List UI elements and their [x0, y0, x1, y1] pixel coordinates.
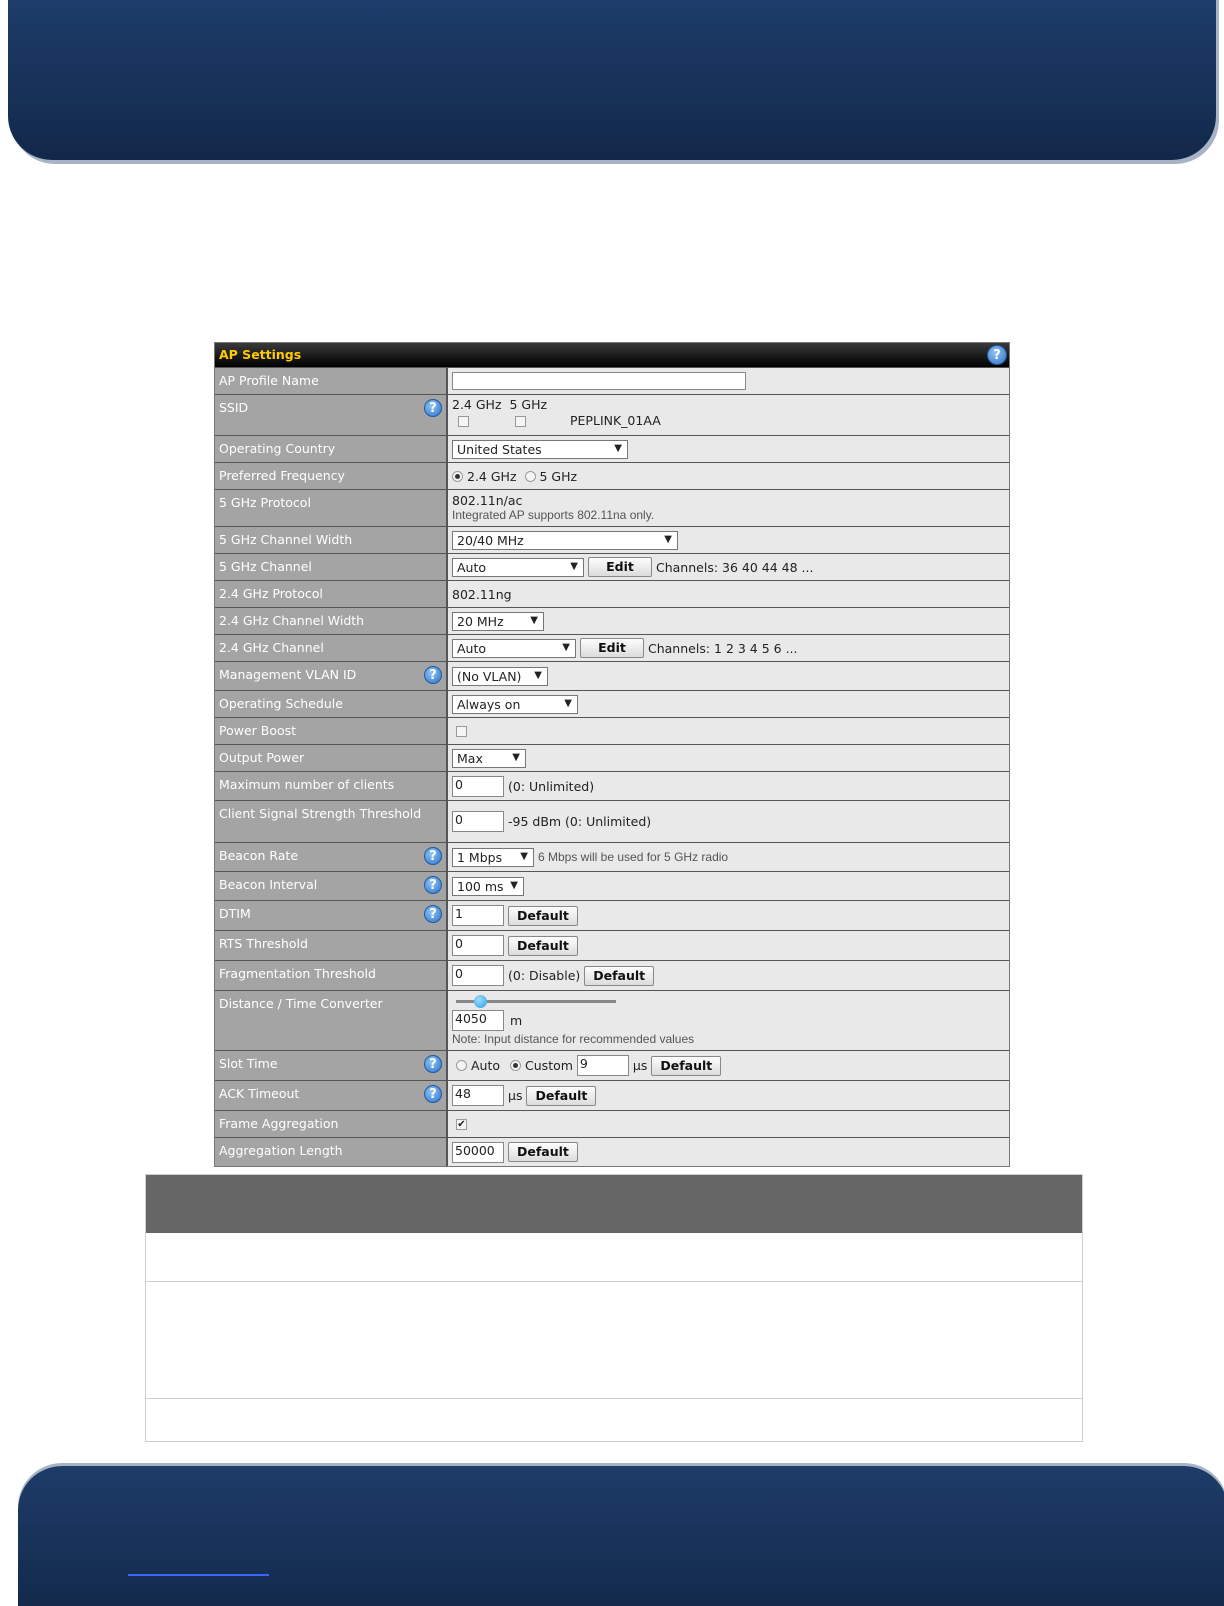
- chevron-down-icon: ▼: [664, 533, 672, 545]
- 24ghz-channel-value: Auto: [457, 640, 487, 656]
- ap-profile-name-input[interactable]: [452, 372, 746, 390]
- label-output-power: Output Power: [215, 745, 448, 771]
- label-5ghz-channel-width: 5 GHz Channel Width: [215, 527, 448, 553]
- label-management-vlan-text: Management VLAN ID: [219, 667, 357, 682]
- row-beacon-rate: [215, 843, 1009, 872]
- label-signal-threshold: Client Signal Strength Threshold: [215, 801, 448, 842]
- chevron-down-icon: ▼: [570, 560, 578, 572]
- row-frame-aggregation: [215, 1111, 1009, 1138]
- chevron-down-icon: ▼: [564, 697, 572, 709]
- slot-time-unit: µs: [632, 1058, 648, 1073]
- chevron-down-icon: ▼: [510, 879, 518, 891]
- footer-banner: [18, 1466, 1224, 1606]
- ack-timeout-unit: µs: [508, 1088, 523, 1103]
- 5ghz-channel-width-value: 20/40 MHz: [457, 532, 524, 548]
- ssid-band-24-label: 2.4 GHz: [452, 397, 502, 412]
- help-icon[interactable]: ?: [424, 1085, 442, 1103]
- fragmentation-input[interactable]: 0: [452, 965, 504, 986]
- chevron-down-icon: ▼: [614, 442, 622, 454]
- label-slot-time-text: Slot Time: [219, 1056, 278, 1071]
- output-power-select[interactable]: [452, 749, 526, 768]
- management-vlan-value: (No VLAN): [457, 668, 522, 684]
- label-power-boost: Power Boost: [215, 718, 448, 744]
- 5ghz-channel-value: Auto: [457, 559, 487, 575]
- dtim-input[interactable]: 1: [452, 905, 504, 926]
- help-icon[interactable]: ?: [424, 666, 442, 684]
- power-boost-checkbox[interactable]: [456, 726, 467, 737]
- label-fragmentation: Fragmentation Threshold: [215, 961, 448, 990]
- label-ack-timeout: [215, 1081, 448, 1110]
- aggregation-length-default-button[interactable]: Default: [508, 1142, 578, 1162]
- fragmentation-default-button[interactable]: Default: [584, 966, 654, 986]
- help-icon[interactable]: ?: [424, 399, 442, 417]
- row-operating-schedule: [215, 691, 1009, 718]
- 24ghz-channel-width-select[interactable]: [452, 612, 544, 631]
- label-max-clients: Maximum number of clients: [215, 772, 448, 800]
- label-dtim-text: DTIM: [219, 906, 251, 921]
- label-dtim: [215, 901, 448, 930]
- output-power-value: Max: [457, 750, 483, 766]
- help-icon[interactable]: ?: [424, 905, 442, 923]
- row-power-boost: [215, 718, 1009, 745]
- row-max-clients: [215, 772, 1009, 801]
- footer-link-underline[interactable]: [128, 1574, 269, 1576]
- label-5ghz-protocol: 5 GHz Protocol: [215, 490, 448, 526]
- ack-timeout-default-button[interactable]: Default: [526, 1086, 596, 1106]
- distance-input[interactable]: 4050: [452, 1010, 504, 1031]
- row-rts-threshold: [215, 931, 1009, 961]
- help-icon[interactable]: ?: [424, 847, 442, 865]
- label-24ghz-channel-width: 2.4 GHz Channel Width: [215, 608, 448, 634]
- operating-schedule-value: Always on: [457, 696, 521, 712]
- label-24ghz-channel: 2.4 GHz Channel: [215, 635, 448, 661]
- ap-settings-panel: [214, 342, 1010, 1167]
- description-table-header: [146, 1175, 1082, 1233]
- help-icon[interactable]: ?: [424, 876, 442, 894]
- 5ghz-channel-width-select[interactable]: [452, 531, 678, 550]
- dtim-default-button[interactable]: Default: [508, 906, 578, 926]
- slot-auto-radio[interactable]: [456, 1060, 467, 1071]
- row-fragmentation: [215, 961, 1009, 991]
- 5ghz-protocol-value: 802.11n/ac: [452, 493, 523, 508]
- row-dtim: [215, 901, 1009, 931]
- freq-24-radio[interactable]: [452, 471, 463, 482]
- distance-unit: m: [510, 1013, 523, 1028]
- 24ghz-channel-edit-button[interactable]: Edit: [580, 638, 644, 658]
- distance-note: Note: Input distance for recommended values: [452, 1032, 695, 1046]
- row-slot-time: [215, 1051, 1009, 1081]
- chevron-down-icon: ▼: [562, 641, 570, 653]
- row-ack-timeout: [215, 1081, 1009, 1111]
- beacon-rate-value: 1 Mbps: [457, 849, 503, 865]
- description-row: [146, 1233, 1082, 1282]
- ssid-name: PEPLINK_01AA: [570, 413, 661, 428]
- row-output-power: [215, 745, 1009, 772]
- label-ssid-text: SSID: [219, 400, 249, 415]
- distance-slider-handle[interactable]: [474, 995, 487, 1008]
- description-row: [146, 1399, 1082, 1442]
- row-24ghz-channel-width: [215, 608, 1009, 635]
- row-24ghz-protocol: [215, 581, 1009, 608]
- label-frame-aggregation: Frame Aggregation: [215, 1111, 448, 1137]
- freq-5-radio[interactable]: [525, 471, 536, 482]
- max-clients-input[interactable]: 0: [452, 776, 504, 797]
- 5ghz-channel-select[interactable]: [452, 558, 584, 577]
- label-24ghz-protocol: 2.4 GHz Protocol: [215, 581, 448, 607]
- panel-title: AP Settings: [219, 347, 302, 362]
- slot-time-default-button[interactable]: Default: [651, 1056, 721, 1076]
- aggregation-length-input[interactable]: 50000: [452, 1142, 504, 1163]
- signal-threshold-hint: -95 dBm (0: Unlimited): [508, 814, 652, 829]
- management-vlan-select[interactable]: [452, 667, 548, 686]
- 5ghz-channel-edit-button[interactable]: Edit: [588, 557, 652, 577]
- label-distance-converter: Distance / Time Converter: [215, 991, 448, 1050]
- row-signal-threshold: [215, 801, 1009, 843]
- slot-auto-label: Auto: [471, 1058, 501, 1073]
- 24ghz-channel-list: Channels: 1 2 3 4 5 6 ...: [648, 640, 798, 656]
- 24ghz-protocol-value: 802.11ng: [452, 586, 512, 602]
- label-beacon-rate: [215, 843, 448, 871]
- chevron-down-icon: ▼: [520, 850, 528, 862]
- help-icon[interactable]: ?: [424, 1055, 442, 1073]
- chevron-down-icon: ▼: [534, 669, 542, 681]
- label-ssid: [215, 395, 448, 435]
- help-icon[interactable]: ?: [987, 345, 1007, 365]
- beacon-rate-select[interactable]: [452, 848, 534, 867]
- label-aggregation-length: Aggregation Length: [215, 1138, 448, 1166]
- label-operating-country: Operating Country: [215, 436, 448, 462]
- fragmentation-hint: (0: Disable): [508, 968, 581, 983]
- label-ap-profile-name: AP Profile Name: [215, 368, 448, 394]
- label-slot-time: [215, 1051, 448, 1080]
- operating-country-select[interactable]: [452, 440, 628, 459]
- row-5ghz-channel: [215, 554, 1009, 581]
- row-management-vlan: [215, 662, 1009, 691]
- label-management-vlan: [215, 662, 448, 690]
- slot-custom-radio[interactable]: [510, 1060, 521, 1071]
- rts-default-button[interactable]: Default: [508, 936, 578, 956]
- beacon-rate-note: 6 Mbps will be used for 5 GHz radio: [538, 850, 729, 864]
- distance-slider[interactable]: [456, 995, 616, 1007]
- row-5ghz-channel-width: [215, 527, 1009, 554]
- row-operating-country: [215, 436, 1009, 463]
- row-beacon-interval: [215, 872, 1009, 901]
- label-beacon-interval-text: Beacon Interval: [219, 877, 318, 892]
- chevron-down-icon: ▼: [512, 751, 520, 763]
- 5ghz-channel-list: Channels: 36 40 44 48 ...: [656, 559, 814, 575]
- 24ghz-channel-width-value: 20 MHz: [457, 613, 504, 629]
- rts-threshold-input[interactable]: 0: [452, 935, 504, 956]
- label-beacon-rate-text: Beacon Rate: [219, 848, 299, 863]
- ack-timeout-input[interactable]: 48: [452, 1085, 504, 1106]
- ssid-5-checkbox[interactable]: [515, 416, 526, 427]
- freq-5-label: 5 GHz: [539, 468, 578, 484]
- panel-title-bar: [215, 343, 1009, 368]
- operating-schedule-select[interactable]: [452, 695, 578, 714]
- frame-aggregation-checkbox[interactable]: ✔: [457, 1118, 466, 1130]
- label-beacon-interval: [215, 872, 448, 900]
- 5ghz-protocol-note: Integrated AP supports 802.11na only.: [452, 508, 655, 522]
- operating-country-value: United States: [457, 441, 542, 457]
- row-5ghz-protocol: [215, 490, 1009, 527]
- beacon-interval-value: 100 ms: [457, 878, 504, 894]
- description-table: [145, 1174, 1083, 1442]
- ssid-24-checkbox[interactable]: [458, 416, 469, 427]
- beacon-interval-select[interactable]: [452, 877, 524, 896]
- 24ghz-channel-select[interactable]: [452, 639, 576, 658]
- signal-threshold-input[interactable]: 0: [452, 811, 504, 832]
- label-preferred-frequency: Preferred Frequency: [215, 463, 448, 489]
- row-preferred-frequency: [215, 463, 1009, 490]
- chevron-down-icon: ▼: [530, 614, 538, 626]
- row-distance-converter: [215, 991, 1009, 1051]
- ssid-band-5-label: 5 GHz: [509, 397, 548, 412]
- row-ap-profile-name: [215, 368, 1009, 395]
- description-row: [146, 1282, 1082, 1399]
- slot-custom-label: Custom: [525, 1058, 573, 1073]
- slot-time-input[interactable]: 9: [577, 1055, 629, 1076]
- freq-24-label: 2.4 GHz: [467, 468, 517, 484]
- label-rts-threshold: RTS Threshold: [215, 931, 448, 960]
- max-clients-hint: (0: Unlimited): [508, 778, 595, 794]
- row-ssid: [215, 395, 1009, 436]
- row-aggregation-length: [215, 1138, 1009, 1166]
- label-ack-timeout-text: ACK Timeout: [219, 1086, 300, 1101]
- label-operating-schedule: Operating Schedule: [215, 691, 448, 717]
- header-banner: [8, 0, 1216, 160]
- row-24ghz-channel: [215, 635, 1009, 662]
- label-5ghz-channel: 5 GHz Channel: [215, 554, 448, 580]
